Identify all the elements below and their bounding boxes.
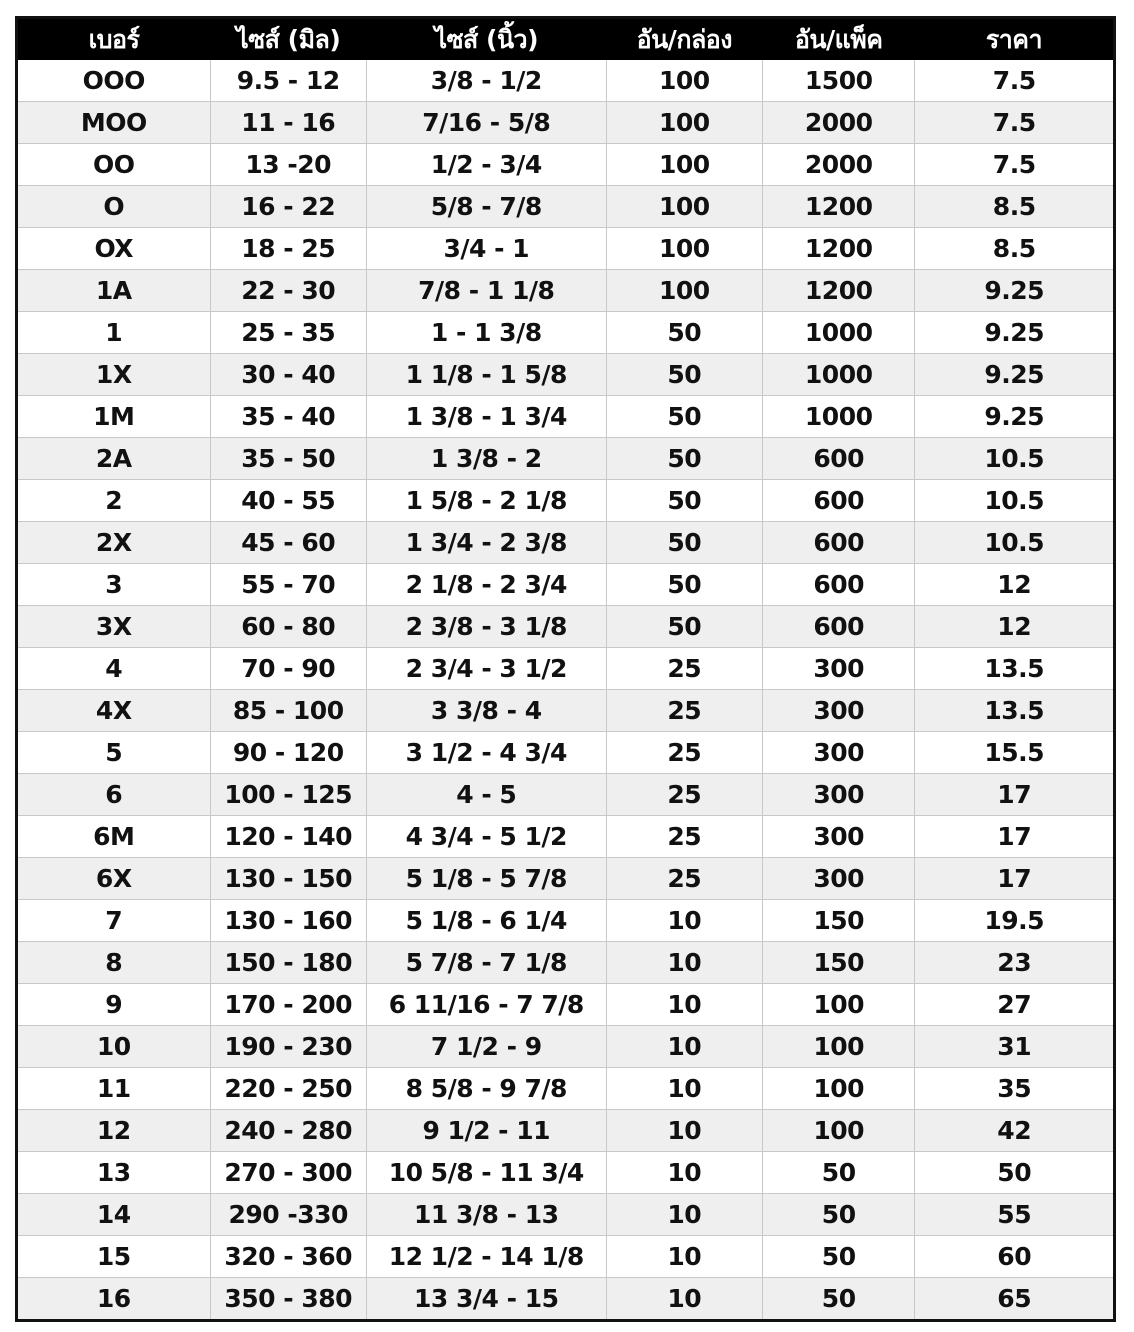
cell-per-box: 50: [606, 396, 762, 438]
cell-per-pack: 1000: [763, 396, 915, 438]
header-per-pack: อัน/แพ็ค: [763, 18, 915, 61]
cell-size-inch: 4 3/4 - 5 1/2: [366, 816, 606, 858]
cell-price: 31: [915, 1026, 1115, 1068]
cell-per-box: 100: [606, 144, 762, 186]
cell-per-box: 10: [606, 1236, 762, 1278]
cell-size-mm: 150 - 180: [210, 942, 366, 984]
cell-per-pack: 1500: [763, 60, 915, 102]
table-row: [17, 606, 1115, 648]
cell-per-pack: 1000: [763, 354, 915, 396]
cell-per-pack: 2000: [763, 102, 915, 144]
cell-per-pack: 1200: [763, 186, 915, 228]
cell-size-inch: 3 3/8 - 4: [366, 690, 606, 732]
cell-per-box: 25: [606, 774, 762, 816]
cell-size-mm: 130 - 160: [210, 900, 366, 942]
cell-size-inch: 9 1/2 - 11: [366, 1110, 606, 1152]
cell-size-mm: 90 - 120: [210, 732, 366, 774]
cell-per-pack: 600: [763, 438, 915, 480]
cell-size-mm: 350 - 380: [210, 1278, 366, 1321]
cell-per-box: 50: [606, 312, 762, 354]
cell-size-inch: 12 1/2 - 14 1/8: [366, 1236, 606, 1278]
cell-size-inch: 3/4 - 1: [366, 228, 606, 270]
cell-size-mm: 25 - 35: [210, 312, 366, 354]
cell-size-inch: 3 1/2 - 4 3/4: [366, 732, 606, 774]
cell-size-number: 13: [17, 1152, 211, 1194]
cell-size-mm: 55 - 70: [210, 564, 366, 606]
cell-size-mm: 100 - 125: [210, 774, 366, 816]
cell-size-mm: 85 - 100: [210, 690, 366, 732]
cell-size-mm: 130 - 150: [210, 858, 366, 900]
cell-size-mm: 45 - 60: [210, 522, 366, 564]
table-row: [17, 60, 1115, 102]
cell-size-inch: 5 1/8 - 5 7/8: [366, 858, 606, 900]
cell-price: 12: [915, 564, 1115, 606]
cell-price: 8.5: [915, 228, 1115, 270]
cell-price: 35: [915, 1068, 1115, 1110]
table-row: [17, 732, 1115, 774]
price-table: [15, 16, 1116, 1322]
cell-size-mm: 22 - 30: [210, 270, 366, 312]
cell-per-pack: 300: [763, 732, 915, 774]
cell-per-box: 50: [606, 480, 762, 522]
cell-size-inch: 13 3/4 - 15: [366, 1278, 606, 1321]
cell-per-box: 25: [606, 732, 762, 774]
cell-size-number: OX: [17, 228, 211, 270]
cell-size-number: 6X: [17, 858, 211, 900]
cell-price: 15.5: [915, 732, 1115, 774]
cell-size-inch: 2 1/8 - 2 3/4: [366, 564, 606, 606]
cell-per-box: 10: [606, 1068, 762, 1110]
cell-size-inch: 1/2 - 3/4: [366, 144, 606, 186]
table-row: [17, 228, 1115, 270]
cell-per-pack: 300: [763, 648, 915, 690]
table-row: [17, 480, 1115, 522]
table-row: [17, 186, 1115, 228]
cell-size-inch: 6 11/16 - 7 7/8: [366, 984, 606, 1026]
cell-price: 65: [915, 1278, 1115, 1321]
table-row: [17, 1026, 1115, 1068]
cell-size-number: O: [17, 186, 211, 228]
cell-size-number: 1X: [17, 354, 211, 396]
cell-price: 17: [915, 858, 1115, 900]
cell-per-box: 10: [606, 1152, 762, 1194]
cell-size-number: 3: [17, 564, 211, 606]
cell-size-inch: 4 - 5: [366, 774, 606, 816]
cell-size-mm: 290 -330: [210, 1194, 366, 1236]
cell-size-mm: 13 -20: [210, 144, 366, 186]
header-row: [17, 18, 1115, 61]
cell-per-box: 100: [606, 60, 762, 102]
cell-per-pack: 1200: [763, 228, 915, 270]
cell-size-inch: 1 3/8 - 2: [366, 438, 606, 480]
table-row: [17, 1278, 1115, 1321]
cell-price: 13.5: [915, 690, 1115, 732]
cell-size-mm: 70 - 90: [210, 648, 366, 690]
cell-size-number: 16: [17, 1278, 211, 1321]
table-row: [17, 774, 1115, 816]
cell-size-number: 1A: [17, 270, 211, 312]
table-row: [17, 102, 1115, 144]
cell-per-pack: 100: [763, 984, 915, 1026]
cell-size-mm: 240 - 280: [210, 1110, 366, 1152]
cell-price: 10.5: [915, 522, 1115, 564]
cell-price: 7.5: [915, 144, 1115, 186]
cell-per-box: 100: [606, 102, 762, 144]
cell-size-inch: 5 1/8 - 6 1/4: [366, 900, 606, 942]
cell-per-pack: 150: [763, 942, 915, 984]
header-price: ราคา: [915, 18, 1115, 61]
cell-size-inch: 1 3/4 - 2 3/8: [366, 522, 606, 564]
cell-size-number: 9: [17, 984, 211, 1026]
table-row: [17, 270, 1115, 312]
cell-price: 7.5: [915, 60, 1115, 102]
cell-size-inch: 1 5/8 - 2 1/8: [366, 480, 606, 522]
table-row: [17, 1110, 1115, 1152]
cell-size-mm: 30 - 40: [210, 354, 366, 396]
table-row: [17, 690, 1115, 732]
table-row: [17, 312, 1115, 354]
cell-size-mm: 9.5 - 12: [210, 60, 366, 102]
cell-size-mm: 11 - 16: [210, 102, 366, 144]
cell-size-number: 3X: [17, 606, 211, 648]
cell-per-pack: 50: [763, 1236, 915, 1278]
cell-price: 12: [915, 606, 1115, 648]
cell-price: 10.5: [915, 438, 1115, 480]
header-per-box: อัน/กล่อง: [606, 18, 762, 61]
table-row: [17, 900, 1115, 942]
cell-per-pack: 300: [763, 774, 915, 816]
cell-price: 9.25: [915, 312, 1115, 354]
cell-per-box: 100: [606, 228, 762, 270]
table-row: [17, 144, 1115, 186]
cell-per-box: 50: [606, 606, 762, 648]
cell-size-number: 12: [17, 1110, 211, 1152]
table-row: [17, 648, 1115, 690]
cell-size-number: 4: [17, 648, 211, 690]
cell-size-inch: 10 5/8 - 11 3/4: [366, 1152, 606, 1194]
cell-per-box: 10: [606, 900, 762, 942]
cell-per-box: 10: [606, 1278, 762, 1321]
cell-price: 50: [915, 1152, 1115, 1194]
cell-size-number: 8: [17, 942, 211, 984]
cell-size-mm: 190 - 230: [210, 1026, 366, 1068]
cell-size-inch: 8 5/8 - 9 7/8: [366, 1068, 606, 1110]
cell-size-number: 2A: [17, 438, 211, 480]
cell-size-inch: 2 3/4 - 3 1/2: [366, 648, 606, 690]
cell-price: 13.5: [915, 648, 1115, 690]
cell-price: 10.5: [915, 480, 1115, 522]
table-header: [17, 18, 1115, 61]
cell-per-box: 50: [606, 522, 762, 564]
cell-price: 9.25: [915, 396, 1115, 438]
cell-per-box: 25: [606, 690, 762, 732]
table-row: [17, 438, 1115, 480]
table-row: [17, 354, 1115, 396]
cell-per-pack: 1200: [763, 270, 915, 312]
cell-per-pack: 300: [763, 690, 915, 732]
cell-per-box: 10: [606, 1110, 762, 1152]
table-row: [17, 1194, 1115, 1236]
cell-per-box: 10: [606, 942, 762, 984]
cell-size-mm: 16 - 22: [210, 186, 366, 228]
cell-size-inch: 1 1/8 - 1 5/8: [366, 354, 606, 396]
cell-per-pack: 100: [763, 1026, 915, 1068]
cell-size-number: 2: [17, 480, 211, 522]
cell-price: 42: [915, 1110, 1115, 1152]
cell-size-mm: 220 - 250: [210, 1068, 366, 1110]
cell-per-box: 100: [606, 270, 762, 312]
cell-price: 17: [915, 774, 1115, 816]
cell-size-inch: 5 7/8 - 7 1/8: [366, 942, 606, 984]
cell-size-mm: 270 - 300: [210, 1152, 366, 1194]
cell-size-number: 6: [17, 774, 211, 816]
cell-per-box: 10: [606, 1194, 762, 1236]
cell-per-pack: 600: [763, 606, 915, 648]
cell-per-box: 10: [606, 984, 762, 1026]
cell-per-pack: 150: [763, 900, 915, 942]
cell-price: 23: [915, 942, 1115, 984]
table-row: [17, 522, 1115, 564]
cell-price: 60: [915, 1236, 1115, 1278]
cell-per-pack: 300: [763, 858, 915, 900]
cell-size-inch: 7/8 - 1 1/8: [366, 270, 606, 312]
cell-size-inch: 7/16 - 5/8: [366, 102, 606, 144]
cell-size-number: 10: [17, 1026, 211, 1068]
cell-size-inch: 7 1/2 - 9: [366, 1026, 606, 1068]
cell-size-mm: 40 - 55: [210, 480, 366, 522]
cell-price: 55: [915, 1194, 1115, 1236]
cell-size-inch: 2 3/8 - 3 1/8: [366, 606, 606, 648]
table-row: [17, 858, 1115, 900]
cell-size-number: 4X: [17, 690, 211, 732]
cell-per-pack: 50: [763, 1278, 915, 1321]
table-row: [17, 1152, 1115, 1194]
cell-size-number: OOO: [17, 60, 211, 102]
cell-price: 8.5: [915, 186, 1115, 228]
table-body: [17, 60, 1115, 1321]
table-row: [17, 564, 1115, 606]
cell-size-mm: 35 - 40: [210, 396, 366, 438]
cell-size-number: 6M: [17, 816, 211, 858]
cell-per-box: 100: [606, 186, 762, 228]
header-size-inch: ไซส์ (นิ้ว): [366, 18, 606, 61]
cell-size-number: MOO: [17, 102, 211, 144]
cell-per-pack: 100: [763, 1110, 915, 1152]
cell-size-inch: 3/8 - 1/2: [366, 60, 606, 102]
cell-size-inch: 5/8 - 7/8: [366, 186, 606, 228]
cell-size-number: OO: [17, 144, 211, 186]
cell-size-mm: 35 - 50: [210, 438, 366, 480]
cell-size-number: 5: [17, 732, 211, 774]
cell-per-pack: 100: [763, 1068, 915, 1110]
cell-size-number: 2X: [17, 522, 211, 564]
cell-per-box: 50: [606, 564, 762, 606]
cell-per-pack: 2000: [763, 144, 915, 186]
table-row: [17, 816, 1115, 858]
cell-size-number: 15: [17, 1236, 211, 1278]
cell-per-box: 25: [606, 816, 762, 858]
cell-per-box: 50: [606, 438, 762, 480]
cell-price: 9.25: [915, 354, 1115, 396]
cell-per-box: 25: [606, 858, 762, 900]
header-size-mm: ไซส์ (มิล): [210, 18, 366, 61]
table-row: [17, 1068, 1115, 1110]
header-size-number: เบอร์: [17, 18, 211, 61]
cell-size-number: 1M: [17, 396, 211, 438]
cell-per-pack: 1000: [763, 312, 915, 354]
cell-per-box: 50: [606, 354, 762, 396]
cell-size-mm: 320 - 360: [210, 1236, 366, 1278]
cell-per-pack: 600: [763, 564, 915, 606]
cell-size-number: 11: [17, 1068, 211, 1110]
cell-size-inch: 11 3/8 - 13: [366, 1194, 606, 1236]
cell-per-box: 10: [606, 1026, 762, 1068]
cell-per-box: 25: [606, 648, 762, 690]
table-row: [17, 396, 1115, 438]
cell-size-number: 1: [17, 312, 211, 354]
cell-price: 7.5: [915, 102, 1115, 144]
cell-size-inch: 1 3/8 - 1 3/4: [366, 396, 606, 438]
cell-size-mm: 170 - 200: [210, 984, 366, 1026]
cell-per-pack: 50: [763, 1152, 915, 1194]
cell-size-mm: 60 - 80: [210, 606, 366, 648]
table-row: [17, 984, 1115, 1026]
cell-size-number: 14: [17, 1194, 211, 1236]
cell-price: 19.5: [915, 900, 1115, 942]
table-row: [17, 942, 1115, 984]
cell-size-inch: 1 - 1 3/8: [366, 312, 606, 354]
cell-per-pack: 600: [763, 522, 915, 564]
cell-per-pack: 50: [763, 1194, 915, 1236]
cell-size-mm: 18 - 25: [210, 228, 366, 270]
cell-price: 9.25: [915, 270, 1115, 312]
table-row: [17, 1236, 1115, 1278]
cell-price: 17: [915, 816, 1115, 858]
cell-per-pack: 600: [763, 480, 915, 522]
cell-per-pack: 300: [763, 816, 915, 858]
cell-size-number: 7: [17, 900, 211, 942]
cell-price: 27: [915, 984, 1115, 1026]
cell-size-mm: 120 - 140: [210, 816, 366, 858]
